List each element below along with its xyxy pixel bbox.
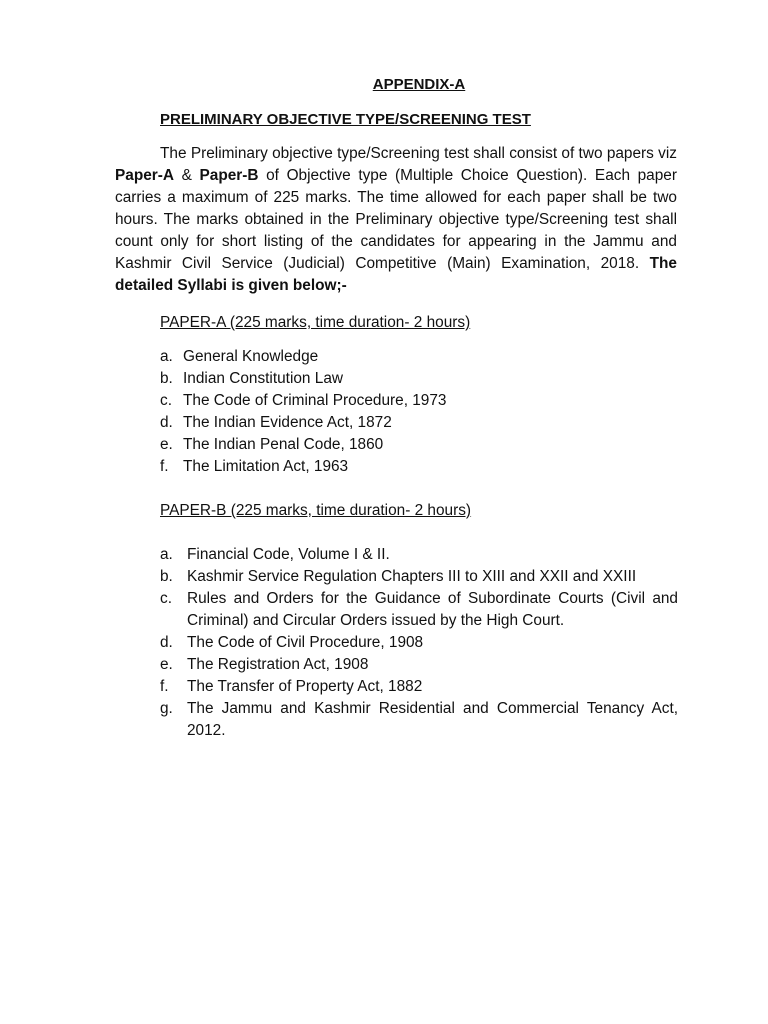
list-marker: d. [160,634,173,651]
appendix-title: APPENDIX-A [372,76,466,93]
list-item [160,632,678,654]
list-marker: g. [160,700,173,717]
intro-text-part2: of Objective type (Multiple Choice Question). Each paper carries a maximum of 225 marks. The time allowed for each paper shall be two hours. The marks obtained in the Preliminary objective type/Screening test shall count only for short listing of the candidates for appearing in the Jammu and Kashmir Civil Service (Judicial) Competitive (Main) Examination, 2018. [115,167,677,272]
list-item [160,676,678,698]
list-item-text: The Indian Evidence Act, 1872 [183,414,392,431]
list-item [160,654,678,676]
intro-paper-a: Paper-A [115,167,175,184]
list-marker: b. [160,370,173,387]
list-item-text: General Knowledge [183,348,319,365]
list-item [160,434,680,456]
list-marker: d. [160,414,173,431]
list-item-text: The Code of Civil Procedure, 1908 [187,634,424,651]
paper-a-list [160,346,680,478]
list-item-text: The Registration Act, 1908 [187,656,369,673]
list-marker: a. [160,348,173,365]
intro-text-part1: The Preliminary objective type/Screening test shall consist of two papers viz [160,145,677,162]
list-marker: f. [160,678,169,695]
section-heading: PRELIMINARY OBJECTIVE TYPE/SCREENING TEST [160,111,531,128]
list-item [160,698,678,742]
list-item [160,544,678,566]
list-marker: e. [160,656,173,673]
list-item [160,346,680,368]
list-item-text: The Code of Criminal Procedure, 1973 [183,392,447,409]
intro-syllabi-note: The detailed Syllabi is given below;- [115,255,677,294]
list-item [160,456,680,478]
list-item [160,368,680,390]
paper-a-heading: PAPER-A (225 marks, time duration- 2 hours) [160,314,471,331]
paper-b-heading: PAPER-B (225 marks, time duration- 2 hours) [160,502,472,519]
list-marker: a. [160,546,173,563]
list-marker: c. [160,590,172,607]
list-item [160,390,680,412]
list-item [160,566,678,588]
list-item [160,412,680,434]
list-item-text: The Indian Penal Code, 1860 [183,436,384,453]
list-item-text: Indian Constitution Law [183,370,343,387]
list-marker: f. [160,458,169,475]
intro-paper-b: Paper-B [199,167,259,184]
list-item-text: The Limitation Act, 1963 [183,458,349,475]
list-marker: c. [160,392,172,409]
list-item-text: Rules and Orders for the Guidance of Subordinate Courts (Civil and Criminal) and Circular Orders issued by the High Court. [187,590,678,629]
intro-paragraph [115,143,677,297]
list-marker: b. [160,568,173,585]
list-item-text: The Jammu and Kashmir Residential and Commercial Tenancy Act, 2012. [187,700,678,739]
list-item-text: The Transfer of Property Act, 1882 [187,678,423,695]
list-item-text: Kashmir Service Regulation Chapters III to XIII and XXII and XXIII [187,568,637,585]
list-marker: e. [160,436,173,453]
intro-ampersand: & [174,167,200,184]
paper-b-list [160,544,678,742]
list-item-text: Financial Code, Volume I & II. [187,546,390,563]
list-item [160,588,678,632]
